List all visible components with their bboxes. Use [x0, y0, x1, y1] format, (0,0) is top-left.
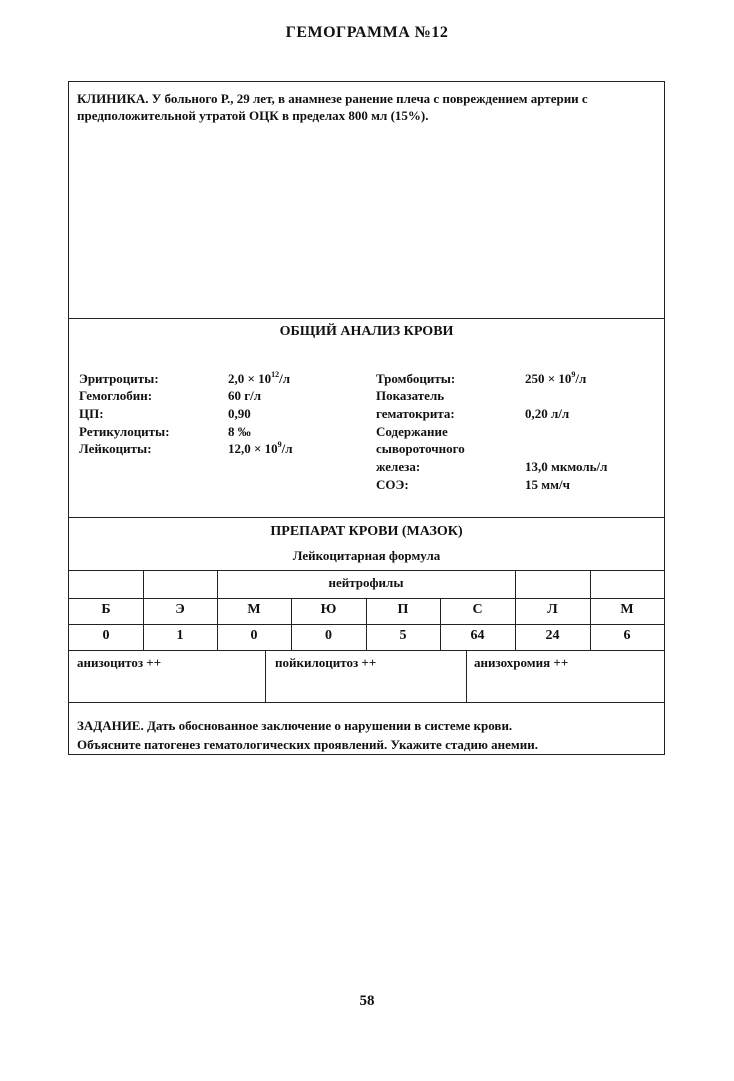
header-basophils: Б — [101, 602, 111, 617]
morph-anisochromia: анизохромия ++ — [474, 655, 569, 670]
label-erythrocytes: Эритроциты: — [79, 371, 159, 386]
header-myelocytes: М — [247, 602, 261, 617]
value-reticulocytes: 8 ‰ — [228, 424, 251, 439]
value-lymphocytes: 24 — [545, 628, 560, 643]
label-esr: СОЭ: — [376, 477, 409, 492]
label-hemoglobin: Гемоглобин: — [79, 388, 153, 403]
table-line — [590, 570, 591, 598]
table-line — [69, 650, 664, 651]
header-metamyelocytes: Ю — [320, 602, 337, 617]
smear-title: ПРЕПАРАТ КРОВИ (МАЗОК) — [270, 524, 463, 539]
clinic-text: КЛИНИКА. У больного Р., 29 лет, в анамнезе ранение плеча с повреждением артерии с предположительной утратой ОЦК в пределах 800 мл (15%). — [77, 91, 588, 123]
value-hemoglobin: 60 г/л — [228, 388, 262, 403]
label-iron-1: Содержание — [376, 424, 448, 439]
table-line — [515, 570, 516, 598]
header-band: П — [397, 602, 409, 617]
value-segmented: 64 — [470, 628, 485, 643]
label-platelets: Тромбоциты: — [376, 371, 456, 386]
value-iron: 13,0 мкмоль/л — [525, 459, 608, 474]
table-line — [265, 650, 266, 702]
value-cp: 0,90 — [228, 406, 251, 421]
header-monocytes: М — [620, 602, 634, 617]
value-erythrocytes: $2,0 \times 10^{12}/л$ — [228, 370, 291, 386]
label-reticulocytes: Ретикулоциты: — [79, 424, 170, 439]
value-platelets: $250 \times 10^9/л$ — [525, 370, 587, 386]
table-line — [69, 702, 664, 703]
leukocyte-formula-title: Лейкоцитарная формула — [292, 548, 441, 563]
task-section — [77, 716, 662, 754]
page-number: 58 — [359, 993, 375, 1009]
value-eosinophils: 1 — [176, 628, 184, 643]
hemogram-frame — [68, 81, 665, 755]
table-line — [466, 650, 467, 702]
task-line-2: Объясните патогенез гематологических проявлений. Укажите стадию анемии. — [77, 737, 538, 752]
label-hematocrit-1: Показатель — [376, 388, 445, 403]
header-eosinophils: Э — [175, 602, 185, 617]
smear-section — [69, 518, 664, 754]
clinic-section — [69, 82, 664, 319]
header-segmented: С — [472, 602, 483, 617]
cbc-title: ОБЩИЙ АНАЛИЗ КРОВИ — [279, 324, 454, 339]
header-lymphocytes: Л — [547, 602, 558, 617]
cbc-section — [69, 319, 664, 518]
value-basophils: 0 — [102, 628, 110, 643]
value-leukocytes: $12,0 \times 10^9/л$ — [228, 440, 293, 456]
label-cp: ЦП: — [79, 406, 104, 421]
value-hematocrit: 0,20 л/л — [525, 406, 570, 421]
value-band: 5 — [399, 628, 407, 643]
value-esr: 15 мм/ч — [525, 477, 570, 492]
value-metamyelocytes: 0 — [325, 628, 332, 643]
value-myelocytes: 0 — [250, 628, 258, 643]
table-line — [69, 570, 664, 571]
table-line — [143, 570, 144, 598]
label-iron-3: железа: — [376, 459, 421, 474]
task-line-1: ЗАДАНИЕ. Дать обоснованное заключение о нарушении в системе крови. — [77, 718, 513, 733]
label-iron-2: сывороточного — [376, 441, 465, 456]
neutrophils-header: нейтрофилы — [328, 575, 404, 590]
page-title: ГЕМОГРАММА №12 — [285, 24, 449, 41]
morph-anisocytosis: анизоцитоз ++ — [77, 655, 162, 670]
value-monocytes: 6 — [623, 628, 631, 643]
label-leukocytes: Лейкоциты: — [79, 441, 152, 456]
morph-poikilocytosis: пойкилоцитоз ++ — [275, 655, 377, 670]
label-hematocrit-2: гематокрита: — [376, 406, 455, 421]
